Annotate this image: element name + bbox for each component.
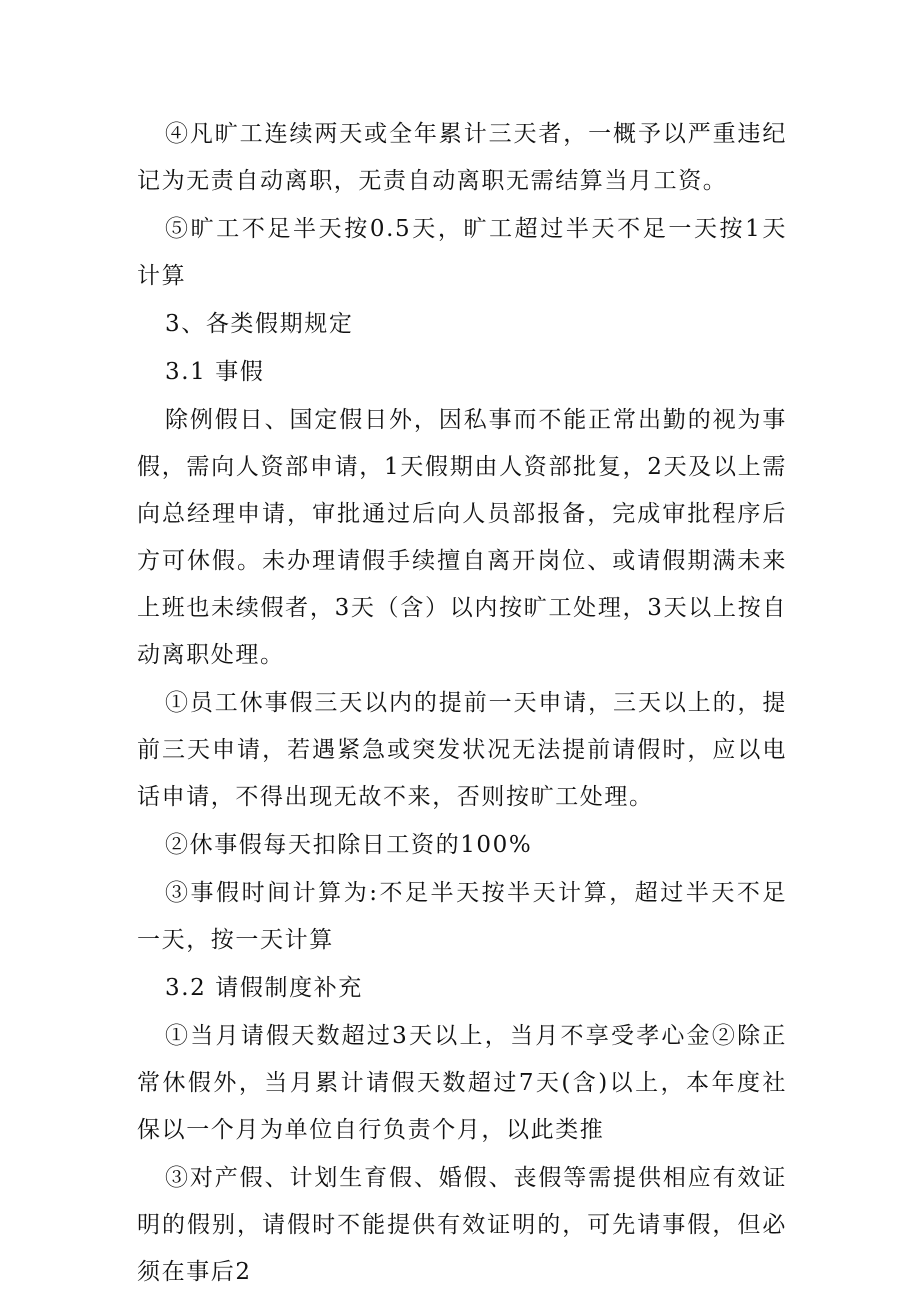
subsection-heading-personal-leave: 3.1 事假 (165, 359, 265, 385)
section-heading-leave-rules: 3、各类假期规定 (165, 311, 354, 337)
paragraph-personal-leave-rule-3: ③事假时间计算为:不足半天按半天计算，超过半天不足一天，按一天计算 (137, 880, 787, 953)
paragraph-supplement-rule-3: ③对产假、计划生育假、婚假、丧假等需提供相应有效证明的假别，请假时不能提供有效证明的，可先请事假，但必须在事后2 (137, 1165, 787, 1285)
paragraph-personal-leave-rule-1: ①员工休事假三天以内的提前一天申请，三天以上的，提前三天申请，若遇紧急或突发状况无法提前请假时，应以电话申请，不得出现无故不来，否则按旷工处理。 (137, 690, 787, 810)
paragraph-absence-rule-5: ⑤旷工不足半天按0.5天，旷工超过半天不足一天按1天计算 (137, 216, 787, 289)
paragraph-supplement-rule-1-2: ①当月请假天数超过3天以上，当月不享受孝心金②除正常休假外，当月累计请假天数超过7天(含)以上，本年度社保以一个月为单位自行负责个月，以此类推 (137, 1023, 787, 1143)
subsection-heading-leave-supplement: 3.2 请假制度补充 (165, 975, 363, 1001)
paragraph-personal-leave-definition: 除例假日、国定假日外，因私事而不能正常出勤的视为事假，需向人资部申请，1天假期由人资部批复，2天及以上需向总经理申请，审批通过后向人员部报备，完成审批程序后方可休假。未办理请假手续擅自离开岗位、或请假期满未来上班也未续假者，3天（含）以内按旷工处理，3天以上按自动离职处理。 (137, 407, 787, 668)
document-page (137, 111, 787, 1297)
paragraph-personal-leave-rule-2: ②休事假每天扣除日工资的100% (165, 832, 533, 858)
paragraph-absence-rule-4: ④凡旷工连续两天或全年累计三天者，一概予以严重违纪记为无责自动离职，无责自动离职无需结算当月工资。 (137, 121, 787, 194)
